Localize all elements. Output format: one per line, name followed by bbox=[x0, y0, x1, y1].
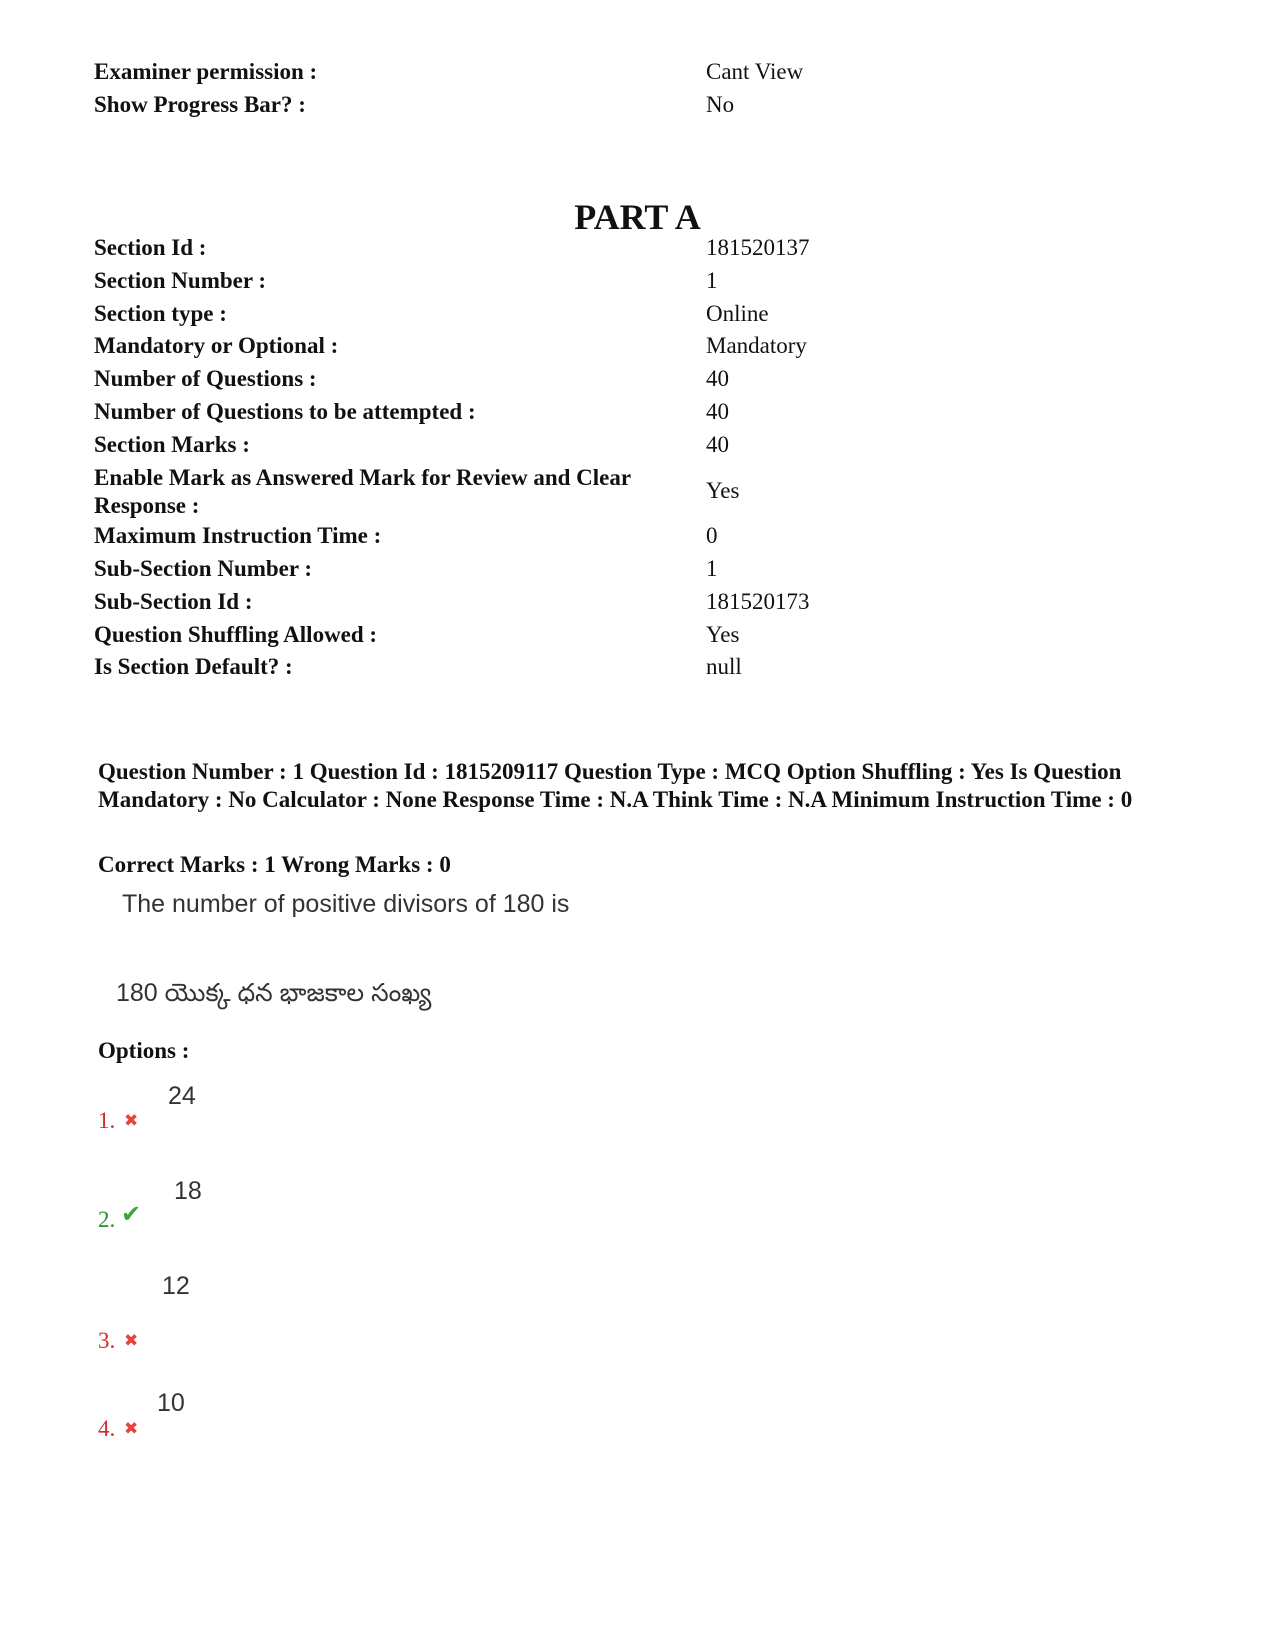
option-number: 1. bbox=[98, 1108, 116, 1133]
field-label: Enable Mark as Answered Mark for Review and Clear Response : bbox=[94, 465, 631, 518]
field-value: 0 bbox=[706, 523, 718, 548]
field-label: Section Number : bbox=[94, 268, 267, 293]
option-text: 10 bbox=[157, 1389, 185, 1417]
option-number: 2. bbox=[98, 1207, 116, 1232]
field-value: 40 bbox=[706, 399, 729, 424]
option-number: 4. bbox=[98, 1416, 116, 1441]
field-value: 40 bbox=[706, 432, 729, 457]
option-text: 24 bbox=[168, 1082, 196, 1110]
option-text: 18 bbox=[174, 1177, 202, 1205]
field-value: 181520173 bbox=[706, 589, 810, 614]
field-label: Maximum Instruction Time : bbox=[94, 523, 382, 548]
field-value: Mandatory bbox=[706, 333, 807, 358]
question-marks: Correct Marks : 1 Wrong Marks : 0 bbox=[98, 852, 451, 877]
part-title: PART A bbox=[574, 197, 701, 237]
question-text-telugu: 180 యొక్క ధన భాజకాల సంఖ్య bbox=[116, 979, 432, 1007]
field-label: Question Shuffling Allowed : bbox=[94, 622, 378, 647]
field-label: Number of Questions to be attempted : bbox=[94, 399, 476, 424]
field-label: Section Marks : bbox=[94, 432, 250, 457]
field-value: 181520137 bbox=[706, 235, 810, 260]
field-label: Is Section Default? : bbox=[94, 654, 293, 679]
field-value: 1 bbox=[706, 268, 718, 293]
option-text: 12 bbox=[162, 1272, 190, 1300]
check-icon: ✔ bbox=[121, 1200, 142, 1228]
field-value: null bbox=[706, 654, 742, 679]
field-label: Section Id : bbox=[94, 235, 207, 260]
options-heading: Options : bbox=[98, 1038, 190, 1063]
field-value: Yes bbox=[706, 622, 740, 647]
field-label: Mandatory or Optional : bbox=[94, 333, 339, 358]
option-number: 3. bbox=[98, 1328, 116, 1353]
cross-icon: ✖ bbox=[124, 1419, 139, 1439]
question-metadata: Question Number : 1 Question Id : 1815209117 Question Type : MCQ Option Shuffling : Yes Is Question Mandatory : No Calculator : None Response Time : N.A Think Time : N.A Minimum Instruction Time : 0 bbox=[98, 759, 1133, 812]
field-value: Online bbox=[706, 301, 769, 326]
field-label: Sub-Section Id : bbox=[94, 589, 253, 614]
field-label: Sub-Section Number : bbox=[94, 556, 313, 581]
cross-icon: ✖ bbox=[124, 1331, 139, 1351]
field-value: 40 bbox=[706, 366, 729, 391]
field-value: No bbox=[706, 92, 735, 117]
cross-icon: ✖ bbox=[124, 1111, 139, 1131]
field-label: Number of Questions : bbox=[94, 366, 317, 391]
field-label: Examiner permission : bbox=[94, 59, 318, 84]
field-label: Show Progress Bar? : bbox=[94, 92, 306, 117]
field-value: 1 bbox=[706, 556, 718, 581]
field-value: Cant View bbox=[706, 59, 804, 84]
field-label: Section type : bbox=[94, 301, 227, 326]
field-value: Yes bbox=[706, 478, 740, 503]
question-text-english: The number of positive divisors of 180 is bbox=[122, 890, 570, 918]
